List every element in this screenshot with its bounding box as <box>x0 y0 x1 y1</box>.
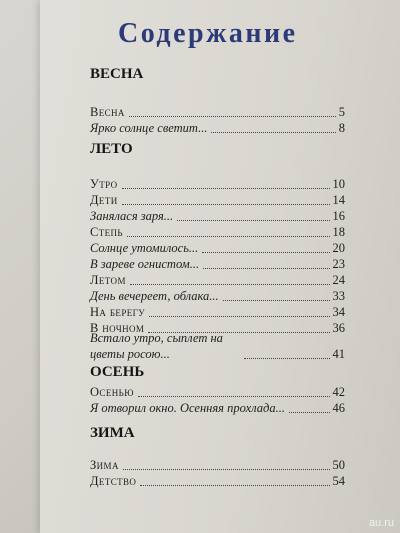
dot-leader <box>127 236 330 237</box>
entry-page: 14 <box>332 193 345 207</box>
entry-title: Степь <box>90 225 123 239</box>
toc-entry <box>90 304 345 320</box>
dot-leader <box>203 268 329 269</box>
entry-title: В ночном <box>90 321 145 335</box>
entry-page: 10 <box>332 177 345 191</box>
toc-entry <box>90 473 345 489</box>
entry-title: Я отворил окно. Осенняя прохлада... <box>90 401 285 415</box>
dot-leader <box>123 469 330 470</box>
entry-title: Дети <box>90 193 118 207</box>
toc-entry <box>90 240 345 256</box>
entry-page: 24 <box>332 273 345 287</box>
entry-title: В зареве огнистом... <box>90 257 200 271</box>
section-heading-autumn: ОСЕНЬ <box>90 364 145 380</box>
entry-page: 34 <box>332 305 345 319</box>
dot-leader <box>223 300 330 301</box>
entry-page: 33 <box>332 289 345 303</box>
entry-title: Детство <box>90 474 137 488</box>
entry-page: 18 <box>332 225 345 239</box>
toc-entry <box>90 400 345 416</box>
toc-entry <box>90 384 345 400</box>
toc-entry <box>90 272 345 288</box>
entry-title: Зима <box>90 458 119 472</box>
entry-page: 42 <box>332 385 345 399</box>
entry-page: 23 <box>332 257 345 271</box>
dot-leader <box>177 220 329 221</box>
dot-leader <box>140 485 329 486</box>
entry-page: 20 <box>332 241 345 255</box>
toc-entry <box>90 104 345 120</box>
toc-entry <box>90 288 345 304</box>
section-heading-summer: ЛЕТО <box>90 141 133 157</box>
entry-page: 46 <box>332 401 345 415</box>
entry-title: Встало утро, сыплет на цветы росою... <box>90 331 223 361</box>
entry-title: Весна <box>90 105 125 119</box>
dot-leader <box>211 132 335 133</box>
entry-page: 50 <box>332 458 345 472</box>
toc-entry <box>90 256 345 272</box>
dot-leader <box>122 188 330 189</box>
entry-title: Солнце утомилось... <box>90 241 199 255</box>
entry-title: Летом <box>90 273 126 287</box>
dot-leader <box>130 284 330 285</box>
entry-title: Утро <box>90 177 118 191</box>
entry-page: 5 <box>338 105 345 119</box>
dot-leader <box>149 316 330 317</box>
section-heading-spring: ВЕСНА <box>90 66 144 82</box>
entry-page: 16 <box>332 209 345 223</box>
entry-title: Ярко солнце светит... <box>90 121 208 135</box>
dot-leader <box>202 252 329 253</box>
toc-entry <box>90 457 345 473</box>
contents-title: Содержание <box>118 18 298 49</box>
toc-entry <box>90 176 345 192</box>
toc-entry <box>90 224 345 240</box>
entry-page: 36 <box>332 321 345 335</box>
entry-title: День вечереет, облака... <box>90 289 219 303</box>
entry-title: Осенью <box>90 385 134 399</box>
dot-leader <box>289 412 330 413</box>
toc-entry <box>90 330 345 362</box>
entry-page: 54 <box>332 474 345 488</box>
entry-title: Занялася заря... <box>90 209 174 223</box>
toc-entry <box>90 120 345 136</box>
dot-leader <box>122 204 330 205</box>
section-heading-winter: ЗИМА <box>90 425 135 441</box>
entry-page: 41 <box>332 347 345 361</box>
watermark: au.ru <box>368 517 394 529</box>
dot-leader <box>244 358 330 359</box>
entry-title: На берегу <box>90 305 145 319</box>
dot-leader <box>138 396 330 397</box>
entry-page: 8 <box>338 121 345 135</box>
toc-entry <box>90 208 345 224</box>
dot-leader <box>129 116 336 117</box>
toc-entry <box>90 192 345 208</box>
